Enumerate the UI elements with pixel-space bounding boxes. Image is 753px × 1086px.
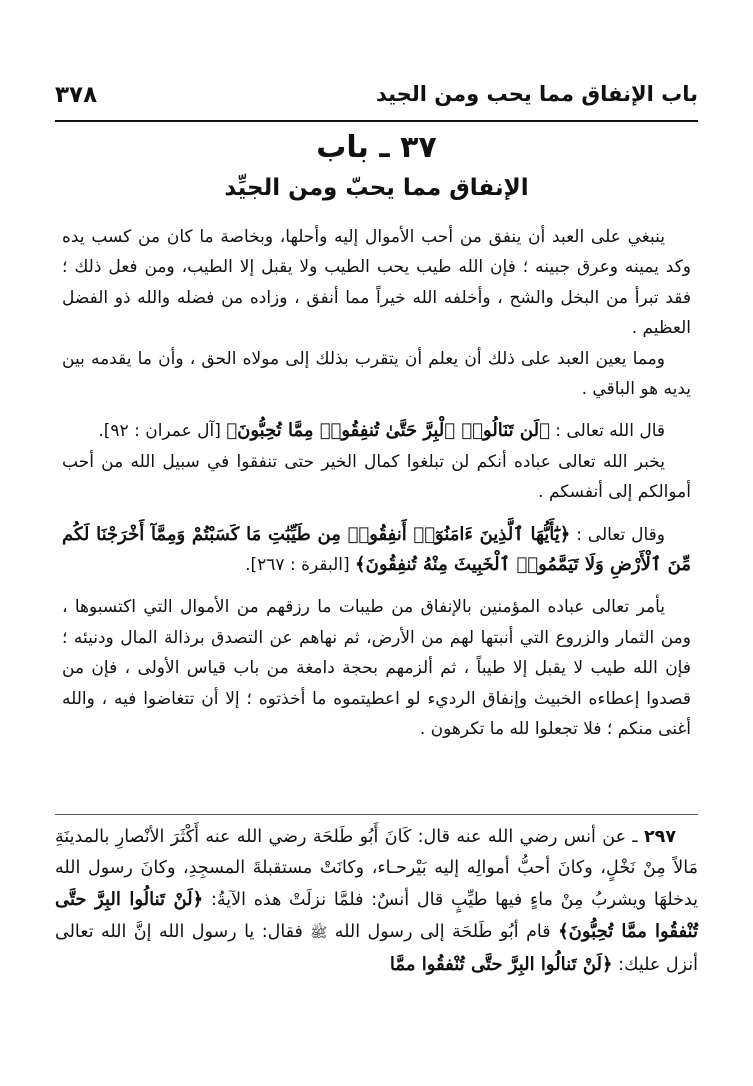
hadith-quote-2: ﴿لَنْ تَنالُوا البِرَّ حتَّى تُنْفقُوا ممَّا [389, 954, 613, 975]
verse-1-reference: [آل عمران : ٩٢]. [98, 421, 221, 442]
hadith-quote-1: ﴿لَنْ تَنالُوا البِرَّ حتَّى تُنْفقُوا ممَّا تُحِبُّونَ﴾ [55, 889, 698, 942]
verse-2-text: ﴿يَٰٓأَيُّهَا ٱلَّذِينَ ءَامَنُوٓا۟ أَنفِقُوا۟ مِن طَيِّبَٰتِ مَا كَسَبْتُمْ وَمِمَّآ أَخْرَجْنَا لَكُم مِّنَ ٱلْأَرْضِ وَلَا تَيَمَّمُوا۟ ٱلْخَبِيثَ مِنْهُ تُنفِقُونَ﴾ [62, 523, 691, 576]
chapter-body [62, 222, 691, 745]
header-divider [55, 120, 698, 122]
page-header [55, 82, 698, 122]
hadith-text-before: ـ عن أنس رضي الله عنه قال: كَانَ أَبُو طَلحَة رضي الله عنه أَكْثَرَ الأنْصارِ بالمدينَةِ مَالاً مِنْ نَخْلٍ، وكانَ أحبُّ أموالِه إليه بَيْرحـاء، وكانَتْ مستقبلةَ المسجِدِ، وكانَ رسول الله يدخلهَا ويشربُ مِنْ ماءٍ فيها طيِّبٍ قال أنسٌ: فلمَّا نزلَتْ هذه الآيةُ: [55, 827, 698, 910]
chapter-title: ٣٧ ـ باب [316, 130, 437, 165]
verse-1 [62, 416, 691, 446]
hadith-text-after: فقال: يا رسول الله إنَّ الله تعالى أنزل عليك: [55, 922, 698, 975]
verse-1-text: ﴿لَن تَنَالُوا۟ ٱلْبِرَّ حَتَّىٰ تُنفِقُوا۟ مِمَّا تُحِبُّونَ﴾ [226, 420, 550, 442]
hadith-297 [55, 822, 698, 981]
intro-paragraph-2: ومما يعين العبد على ذلك أن يعلم أن يتقرب بذلك إلى مولاه الحق ، وأن ما يقدمه بين يديه هو الباقي . [62, 348, 691, 400]
verse-2 [62, 520, 691, 581]
intro-paragraph-1: ينبغي على العبد أن ينفق من أحب الأموال إليه وأحلها، وبخاصة ما كان من كسب يده وكد يمينه وعرق جبينه ؛ فإن الله طيب يحب الطيب ولا يقبل إلا الطيب، ومن فعل ذلك ؛ فقد تبرأ من البخل والشح ، وأخلفه الله خيراً مما أنفق ، وزاده من فضله والله ذو الفضل العظيم . [62, 227, 691, 339]
pbuh-glyph: ﷺ [310, 925, 328, 941]
verse-2-reference: [البقرة : ٢٦٧]. [245, 555, 350, 576]
hadith-paragraph [55, 822, 698, 981]
running-title: باب الإنفاق مما يحب ومن الجيد [375, 82, 698, 106]
commentary-2: يأمر تعالى عباده المؤمنين بالإنفاق من طيبات ما رزقهم من الأموال التي اكتسبوها ، ومن الثمار والزروع التي أنبتها لهم من الأرض، ثم نهاهم عن التصدق برذالة المال ودنيئه ؛ فإن الله طيب لا يقبل إلا طيباً ، ثم ألزمهم بحجة دامغة من باب قياس الأولى ، فإن من قصدوا إعطاءه الخبيث وإنفاق الرديء لو اعطيتموه ما أخذتوه ؛ إلا أن تتغاضوا فيه ، والله أغنى منكم ؛ فلا تجعلوا لله ما تكرهون . [62, 597, 691, 740]
commentary-1: يخبر الله تعالى عباده أنكم لن تبلغوا كمال الخير حتى تنفقوا في سبيل الله من أحب أموالكم إلى أنفسكم . [62, 451, 691, 503]
hadith-text-middle: قام أبُو طَلحَة إلى رسول الله [334, 922, 551, 942]
chapter-subtitle: الإنفاق مما يحبّ ومن الجيِّد [224, 175, 529, 201]
page-number: ٣٧٨ [55, 82, 98, 108]
section-divider [55, 814, 698, 815]
verse-2-lead: وقال تعالى : [576, 524, 665, 545]
verse-1-lead: قال الله تعالى : [555, 421, 665, 442]
hadith-number: ٢٩٧ [643, 827, 676, 847]
